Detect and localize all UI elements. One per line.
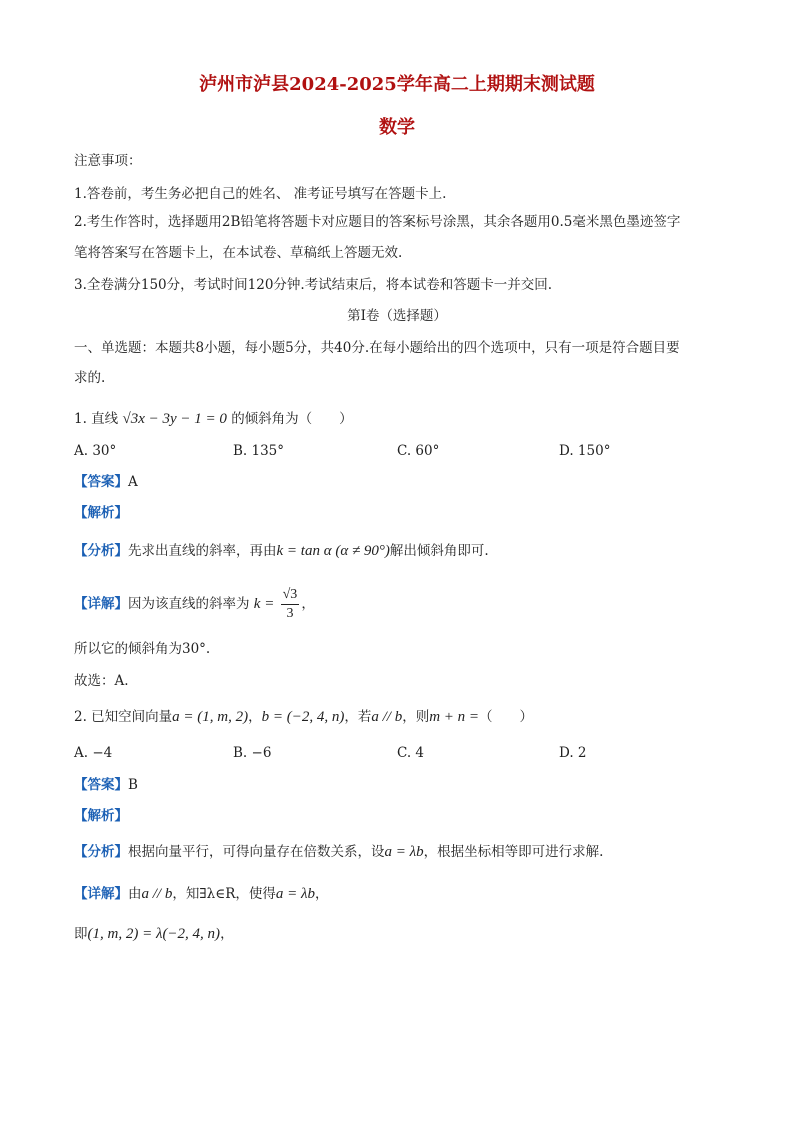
notice-heading: 注意事项：: [74, 153, 142, 169]
q2-detail-equation: a = λb: [275, 886, 316, 902]
q2-option-a: A. −4: [74, 745, 113, 761]
q2-vector-b: b = (−2, 4, n): [261, 709, 345, 725]
q2-detail-end: ，: [315, 886, 329, 902]
q1-option-b: B. 135°: [233, 443, 285, 459]
q2-answer-tag: 【答案】: [74, 777, 128, 793]
q1-detail: [74, 584, 315, 624]
notice-item-2a: 2.考生作答时，选择题用2B铅笔将答题卡对应题目的答案标号涂黑，其余各题用0.5毫米黑色墨迹签字: [74, 214, 681, 230]
q2-answer-value: B: [128, 777, 138, 793]
q2-prefix: 2. 已知空间向量: [74, 709, 173, 725]
q2-comma-1: ，: [248, 709, 262, 725]
q1-fraction-numerator: √3: [281, 586, 300, 605]
volume-heading: 第Ⅰ卷（选择题）: [347, 308, 447, 324]
q2-detail-parallel: a // b: [141, 886, 173, 902]
q1-analysis-tag: 【解析】: [74, 505, 128, 521]
q1-fenxi-tag: 【分析】: [74, 543, 128, 559]
q1-conclusion: 所以它的倾斜角为30°.: [74, 641, 211, 657]
q2-fenxi-text-b: ，根据坐标相等即可进行求解.: [423, 844, 604, 860]
q2-comma-3: ，则: [402, 709, 430, 725]
subject-title: 数学: [379, 117, 415, 138]
q2-fenxi: [74, 842, 603, 862]
q2-fenxi-text-a: 根据向量平行，可得向量存在倍数关系，设: [128, 844, 385, 860]
q2-analysis: [74, 806, 128, 826]
q2-fenxi-tag: 【分析】: [74, 844, 128, 860]
q2-last-a: 即: [74, 926, 88, 942]
q1-detail-tag: 【详解】: [74, 596, 128, 612]
q2-option-c: C. 4: [397, 745, 425, 761]
q1-stem: [74, 409, 353, 429]
q1-suffix: 的倾斜角为（ ）: [231, 411, 353, 427]
q2-last-line: [74, 924, 234, 944]
q2-option-d: D. 2: [559, 745, 587, 761]
q2-answer: [74, 775, 138, 795]
q1-fenxi-formula: k = tan α (α ≠ 90°): [276, 543, 390, 559]
q1-fenxi-text-b: 解出倾斜角即可.: [389, 543, 489, 559]
q2-vector-a: a = (1, m, 2): [172, 709, 249, 725]
q2-stem: [74, 707, 533, 727]
q1-answer-value: A: [128, 474, 138, 490]
q1-option-d: D. 150°: [559, 443, 611, 459]
q1-fenxi-text-a: 先求出直线的斜率，再由: [128, 543, 277, 559]
q1-equation: √3x − 3y − 1 = 0: [122, 411, 227, 427]
q2-target: m + n =: [429, 709, 480, 725]
q1-fraction-denominator: 3: [286, 606, 294, 621]
notice-item-1: 1.答卷前，考生务必把自己的姓名、 准考证号填写在答题卡上.: [74, 186, 447, 202]
notice-item-3: 3.全卷满分150分，考试时间120分钟.考试结束后，将本试卷和答题卡一并交回.: [74, 277, 552, 293]
q1-detail-k: k =: [253, 596, 275, 612]
q2-paren: （ ）: [479, 709, 534, 725]
q1-prefix: 1. 直线: [74, 411, 119, 427]
q1-detail-end: ，: [301, 596, 315, 612]
section-intro-b: 求的.: [74, 370, 106, 386]
q1-detail-text: 因为该直线的斜率为: [128, 596, 250, 612]
q2-option-b: B. −6: [233, 745, 272, 761]
exam-title: 泸州市泸县2024-2025学年高二上期期末测试题: [199, 74, 595, 95]
q2-detail-tag: 【详解】: [74, 886, 128, 902]
q1-fenxi: [74, 541, 489, 561]
q1-answer: [74, 472, 138, 492]
q1-answer-tag: 【答案】: [74, 474, 128, 490]
q1-choice: 故选：A.: [74, 673, 129, 689]
q2-detail-a: 由: [128, 886, 142, 902]
q2-comma-2: ，若: [344, 709, 372, 725]
q1-option-c: C. 60°: [397, 443, 440, 459]
q1-analysis: [74, 503, 128, 523]
q2-analysis-tag: 【解析】: [74, 808, 128, 824]
q1-detail-fraction: [281, 586, 300, 623]
q2-detail-b: ，知∃λ∈R，使得: [172, 886, 276, 902]
q2-parallel: a // b: [371, 709, 403, 725]
q1-option-a: A. 30°: [74, 443, 117, 459]
q2-last-end: ，: [220, 926, 234, 942]
notice-item-2b: 笔将答案写在答题卡上，在本试卷、草稿纸上答题无效.: [74, 245, 403, 261]
q2-detail: [74, 884, 329, 904]
q2-last-formula: (1, m, 2) = λ(−2, 4, n): [87, 926, 221, 942]
section-intro-a: 一、单选题：本题共8小题，每小题5分，共40分.在每小题给出的四个选项中，只有一项是符合题目要: [74, 340, 680, 356]
q2-fenxi-formula: a = λb: [384, 844, 424, 860]
